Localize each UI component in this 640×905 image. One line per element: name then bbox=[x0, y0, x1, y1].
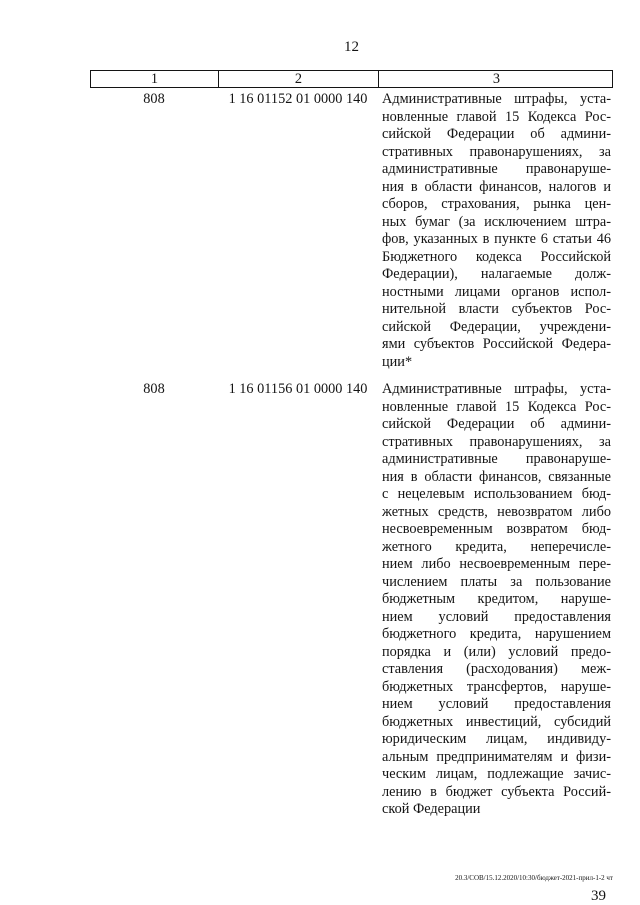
description-line: жетных средств, невозвратом либо bbox=[382, 503, 611, 520]
description-line: новленные главой 15 Кодекса Рос- bbox=[382, 108, 611, 125]
description-line: бюджетным кредитом, наруше- bbox=[382, 591, 611, 607]
column-header-3: 3 bbox=[492, 71, 501, 87]
description-line: Федерации), налагаемые долж- bbox=[382, 266, 611, 282]
kbk-code-cell: 1 16 01152 01 0000 140 bbox=[228, 91, 368, 107]
description-line: ями субъектов Российской Федера- bbox=[382, 336, 611, 352]
description-line: Административные штрафы, уста- bbox=[382, 91, 611, 107]
description-line: сийской Федерации об админи- bbox=[382, 416, 611, 432]
table-header-row bbox=[90, 70, 613, 88]
description-line: бюджетных трансфертов, наруше- bbox=[382, 678, 611, 695]
page-number-bottom: 39 bbox=[591, 888, 606, 904]
description-cell bbox=[378, 91, 613, 371]
column-header-2: 2 bbox=[219, 71, 379, 87]
description-line: жетного кредита, неперечисле- bbox=[382, 538, 611, 555]
column-header-1: 1 bbox=[91, 71, 219, 87]
description-cell bbox=[378, 381, 613, 819]
description-line: нием условий предоставления bbox=[382, 608, 611, 625]
description-line: ния в области финансов, налогов и bbox=[382, 178, 611, 195]
description-line: ностными лицами органов испол- bbox=[382, 283, 611, 300]
page-number-top: 12 bbox=[344, 39, 359, 55]
description-line: нием условий предоставления bbox=[382, 696, 611, 712]
description-line: сборов, страхования, рынка цен- bbox=[382, 196, 611, 212]
description-line: нием либо несвоевременным пере- bbox=[382, 556, 611, 572]
description-line: лению в бюджет субъекта Россий- bbox=[382, 783, 611, 800]
description-line: порядка и (или) условий предо- bbox=[382, 643, 611, 660]
description-line: сийской Федерации об админи- bbox=[382, 126, 611, 142]
description-line: числением платы за пользование bbox=[382, 573, 611, 590]
description-line: бюджетного кредита, нарушением bbox=[382, 626, 611, 642]
description-line: Бюджетного кодекса Российской bbox=[382, 248, 611, 265]
description-line: ставления (расходования) меж- bbox=[382, 661, 611, 677]
description-line: фов, указанных в пункте 6 статьи 46 bbox=[382, 231, 611, 247]
description-line: стративных правонарушениях, за bbox=[382, 433, 611, 450]
revenue-table bbox=[90, 70, 613, 819]
description-line: новленные главой 15 Кодекса Рос- bbox=[382, 398, 611, 415]
description-line: ской Федерации bbox=[382, 801, 481, 817]
admin-code-cell: 808 bbox=[143, 91, 165, 107]
description-line: бюджетных инвестиций, субсидий bbox=[382, 713, 611, 730]
admin-code-cell: 808 bbox=[143, 381, 165, 397]
description-line: альным предпринимателям и физи- bbox=[382, 748, 611, 765]
document-id-footer: 20.3/СОВ/15.12.2020/10:30/бюджет-2021-прил-1-2 чт bbox=[455, 874, 613, 882]
description-line: стративных правонарушениях, за bbox=[382, 143, 611, 160]
table-row bbox=[90, 381, 613, 819]
description-line: с нецелевым использованием бюд- bbox=[382, 486, 611, 502]
description-line: ных бумаг (за исключением штра- bbox=[382, 213, 611, 230]
description-line: нительной власти субъектов Рос- bbox=[382, 301, 611, 317]
description-line: административные правонаруше- bbox=[382, 451, 611, 467]
description-line: ния в области финансов, связанные bbox=[382, 468, 611, 485]
description-line: сийской Федерации, учреждени- bbox=[382, 318, 611, 335]
kbk-code-cell: 1 16 01156 01 0000 140 bbox=[228, 381, 368, 397]
description-line: ческим лицам, подлежащие зачис- bbox=[382, 766, 611, 782]
table-row bbox=[90, 91, 613, 371]
description-line: несвоевременным возвратом бюд- bbox=[382, 521, 611, 537]
description-line: Административные штрафы, уста- bbox=[382, 381, 611, 397]
description-line: ции* bbox=[382, 353, 413, 370]
description-line: административные правонаруше- bbox=[382, 161, 611, 177]
description-line: юридическим лицам, индивиду- bbox=[382, 731, 611, 747]
